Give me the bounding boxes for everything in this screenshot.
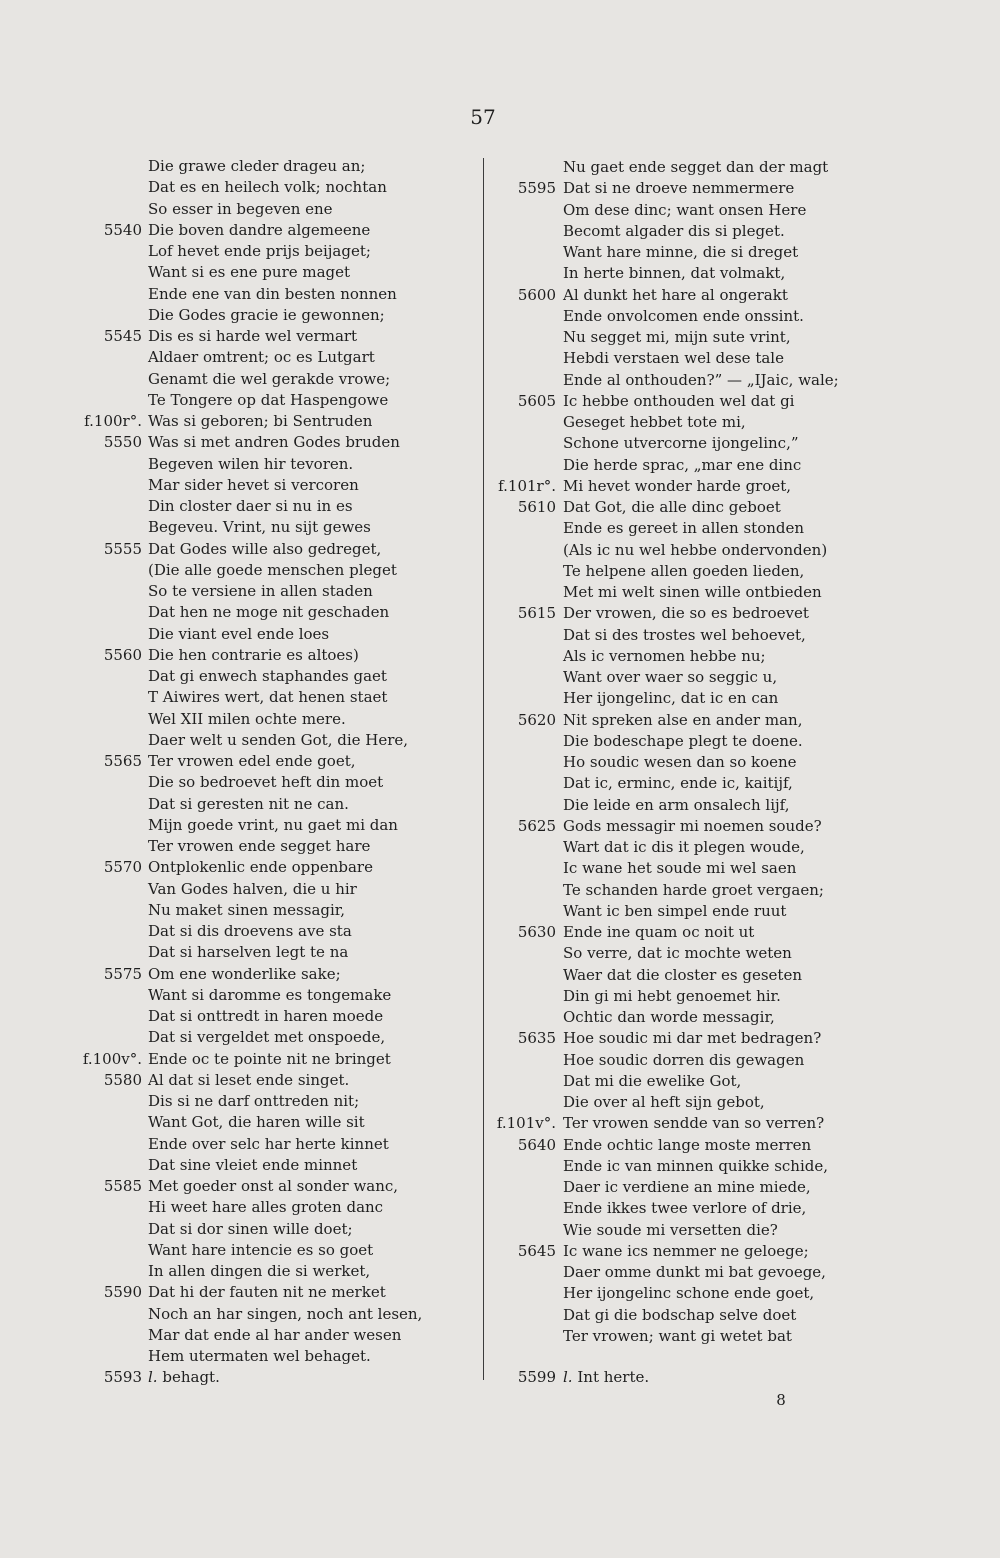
verse-line (470, 752, 839, 773)
verse-line (470, 1092, 839, 1113)
verse-text: Ende ic van minnen quikke schide, (563, 1156, 829, 1175)
verse-line (58, 475, 422, 496)
verse-line (470, 370, 839, 391)
verse-text: Dat Godes wille also gedreget, (148, 539, 382, 558)
verse-line (58, 1049, 422, 1070)
verse-line (58, 964, 422, 985)
verse-line (470, 263, 839, 284)
line-number: 5595 (517, 179, 556, 198)
verse-line (470, 1262, 839, 1283)
verse-line (58, 751, 422, 772)
verse-line (58, 666, 422, 687)
verse-line (58, 836, 422, 857)
verse-line (470, 178, 839, 199)
verse-text: In herte binnen, dat volmakt, (563, 264, 786, 283)
line-number: 5635 (517, 1029, 556, 1048)
verse-text: Dat si dis droevens ave sta (148, 922, 352, 940)
verse-text: Daer ic verdiene an mine miede, (563, 1178, 811, 1196)
verse-line (58, 624, 422, 645)
verse-text: Begeveu. Vrint, nu sijt gewes (148, 518, 371, 537)
verse-text: Met mi welt sinen wille ontbieden (563, 583, 822, 601)
verse-line (470, 667, 839, 688)
verse-text: Die bodeschape plegt te doene. (563, 731, 803, 750)
verse-line (470, 922, 839, 943)
verse-text: Ter vrowen; want gi wetet bat (563, 1326, 792, 1345)
verse-line (58, 1176, 422, 1197)
verse-line (470, 1198, 839, 1219)
verse-line (58, 539, 422, 560)
verse-line (58, 454, 422, 475)
verse-text: T Aiwires wert, dat henen staet (148, 688, 388, 707)
verse-text: Her ijongelinc schone ende goet, (563, 1284, 815, 1303)
verse-line (58, 1112, 422, 1133)
verse-text: Die herde sprac, „mar ene dinc (563, 455, 802, 474)
verse-line (470, 965, 839, 986)
verse-text: Want ic ben simpel ende ruut (563, 901, 787, 920)
folio-marker: f.100v°. (82, 1049, 142, 1068)
verse-line (58, 1282, 422, 1303)
footnote (58, 1367, 220, 1388)
verse-line (58, 602, 422, 623)
verse-line (58, 1006, 422, 1027)
verse-line (470, 773, 839, 794)
verse-text: Was si geboren; bi Sentruden (148, 412, 373, 430)
verse-line (470, 561, 839, 582)
verse-line (470, 200, 839, 221)
right-column (470, 157, 839, 1347)
verse-text: Dat si dor sinen wille doet; (148, 1219, 353, 1238)
verse-line (470, 391, 839, 412)
line-number: 5630 (517, 923, 556, 941)
verse-text: Al dunkt het hare al ongerakt (563, 285, 788, 304)
verse-text: Nu maket sinen messagir, (148, 900, 346, 919)
verse-text: Die over al heft sijn gebot, (563, 1093, 765, 1111)
verse-line (58, 1261, 422, 1282)
verse-line (470, 625, 839, 646)
folio-marker: f.101r°. (498, 476, 556, 495)
verse-line (470, 1028, 839, 1049)
verse-line (470, 1220, 839, 1241)
verse-text: Ter vrowen edel ende goet, (148, 752, 356, 770)
footnote-text: behagt. (162, 1368, 220, 1386)
verse-text: Mi hevet wonder harde groet, (563, 476, 792, 495)
line-number: 5565 (103, 752, 142, 770)
verse-line (470, 285, 839, 306)
verse-text: Lof hevet ende prijs beijaget; (148, 242, 371, 260)
verse-line (470, 412, 839, 433)
verse-line (58, 794, 422, 815)
verse-text: Die so bedroevet heft din moet (148, 773, 384, 792)
verse-text: Genamt die wel gerakde vrowe; (148, 369, 391, 388)
verse-text: Hi weet hare alles groten danc (148, 1198, 384, 1217)
verse-text: Ter vrowen ende segget hare (148, 837, 371, 855)
verse-text: So esser in begeven ene (148, 199, 333, 218)
verse-line (470, 1113, 839, 1134)
verse-line (470, 688, 839, 709)
verse-text: Aldaer omtrent; oc es Lutgart (148, 348, 375, 367)
verse-line (470, 901, 839, 922)
verse-text: Te schanden harde groet vergaen; (563, 880, 824, 899)
verse-text: Dat gi die bodschap selve doet (563, 1305, 797, 1324)
line-number: 5585 (103, 1177, 142, 1195)
footnote-abbreviation: l. (148, 1368, 158, 1386)
line-number: 5625 (517, 816, 556, 835)
verse-line (470, 1050, 839, 1071)
verse-text: Ontplokenlic ende oppenbare (148, 858, 373, 877)
verse-text: Dis es si harde wel vermart (148, 327, 358, 345)
verse-line (58, 645, 422, 666)
verse-text: (Die alle goede menschen pleget (148, 560, 397, 579)
verse-line (58, 241, 422, 262)
verse-line (470, 837, 839, 858)
verse-text: Hem utermaten wel behaget. (148, 1347, 371, 1365)
verse-text: Als ic vernomen hebbe nu; (563, 646, 766, 665)
verse-line (58, 581, 422, 602)
verse-line (58, 985, 422, 1006)
left-column (58, 156, 422, 1367)
verse-line (58, 1240, 422, 1261)
verse-text: Dat es en heilech volk; nochtan (148, 178, 387, 197)
verse-text: Om dese dinc; want onsen Here (563, 200, 807, 219)
verse-line (470, 1305, 839, 1326)
line-number: 5600 (517, 285, 556, 304)
verse-text: Dat hen ne moge nit geschaden (148, 603, 390, 622)
verse-text: Her ijongelinc, dat ic en can (563, 689, 779, 708)
verse-text: Dat hi der fauten nit ne merket (148, 1283, 386, 1302)
line-number: 5580 (103, 1070, 142, 1089)
verse-text: Ende oc te pointe nit ne bringet (148, 1049, 391, 1068)
verse-line (58, 921, 422, 942)
verse-line (58, 772, 422, 793)
verse-text: Din gi mi hebt genoemet hir. (563, 986, 781, 1005)
verse-line (58, 390, 422, 411)
verse-text: So te versiene in allen staden (148, 582, 373, 600)
verse-text: Te Tongere op dat Haspengowe (148, 390, 389, 409)
folio-marker: f.101v°. (496, 1114, 556, 1133)
verse-text: Geseget hebbet tote mi, (563, 413, 746, 431)
line-number: 5620 (517, 710, 556, 729)
line-number: 5550 (103, 433, 142, 452)
verse-line (58, 687, 422, 708)
verse-line (58, 560, 422, 581)
line-number: 5570 (103, 858, 142, 877)
verse-line (58, 199, 422, 220)
line-number: 5605 (517, 391, 556, 410)
verse-text: Dat si harselven legt te na (148, 943, 349, 962)
verse-text: Dat gi enwech staphandes gaet (148, 667, 387, 685)
verse-line (470, 221, 839, 242)
verse-text: Die Godes gracie ie gewonnen; (148, 305, 385, 324)
verse-text: Ter vrowen sendde van so verren? (563, 1114, 825, 1133)
verse-text: Din closter daer si nu in es (148, 497, 353, 515)
line-number: 5575 (103, 964, 142, 983)
signature-mark: 8 (776, 1391, 786, 1409)
verse-text: Dat si des trostes wel behoevet, (563, 625, 806, 644)
verse-text: Om ene wonderlike sake; (148, 964, 341, 983)
verse-text: Met goeder onst al sonder wanc, (148, 1177, 399, 1195)
footnote-number: 5599 (517, 1368, 556, 1386)
verse-line (470, 710, 839, 731)
verse-line (470, 646, 839, 667)
verse-text: Ic wane ics nemmer ne geloege; (563, 1241, 809, 1260)
verse-text: Ende over selc har herte kinnet (148, 1134, 389, 1153)
verse-text: Waer dat die closter es geseten (563, 965, 802, 984)
verse-text: Want si daromme es tongemake (148, 985, 392, 1004)
page-number: 57 (470, 105, 496, 129)
verse-text: Dat si geresten nit ne can. (148, 794, 349, 813)
verse-line (470, 476, 839, 497)
verse-line (58, 432, 422, 453)
verse-text: Ic wane het soude mi wel saen (563, 859, 797, 878)
verse-line (470, 1135, 839, 1156)
folio-marker: f.100r°. (84, 412, 142, 430)
verse-text: Hebdi verstaen wel dese tale (563, 349, 784, 368)
verse-text: Ende ochtic lange moste merren (563, 1135, 812, 1154)
verse-line (58, 1325, 422, 1346)
verse-text: Wie soude mi versetten die? (563, 1220, 778, 1239)
verse-text: Wart dat ic dis it plegen woude, (563, 838, 805, 856)
verse-line (470, 518, 839, 539)
verse-text: Dat si ne droeve nemmermere (563, 179, 795, 198)
verse-line (470, 497, 839, 518)
verse-line (470, 540, 839, 561)
verse-line (470, 1241, 839, 1262)
verse-text: Mar sider hevet si vercoren (148, 475, 359, 494)
verse-text: Die boven dandre algemeene (148, 220, 371, 239)
line-number: 5590 (103, 1283, 142, 1302)
verse-text: Begeven wilen hir tevoren. (148, 454, 354, 473)
verse-line (58, 262, 422, 283)
line-number: 5555 (103, 539, 142, 558)
line-number: 5640 (517, 1135, 556, 1154)
verse-text: In allen dingen die si werket, (148, 1262, 371, 1280)
verse-line (58, 369, 422, 390)
verse-line (58, 326, 422, 347)
verse-line (58, 517, 422, 538)
verse-text: Want hare minne, die si dreget (563, 243, 799, 261)
verse-line (470, 1007, 839, 1028)
verse-line (470, 348, 839, 369)
verse-line (58, 411, 422, 432)
verse-line (58, 709, 422, 730)
verse-line (58, 879, 422, 900)
verse-text: Dat si vergeldet met onspoede, (148, 1028, 386, 1047)
verse-line (58, 942, 422, 963)
verse-line (470, 306, 839, 327)
verse-line (470, 986, 839, 1007)
verse-text: Wel XII milen ochte mere. (148, 709, 346, 728)
line-number: 5545 (103, 327, 142, 345)
verse-line (58, 156, 422, 177)
verse-text: Dat Got, die alle dinc geboet (563, 498, 781, 516)
verse-text: Ic hebbe onthouden wel dat gi (563, 391, 795, 410)
verse-text: Schone utvercorne ijongelinc,” (563, 434, 799, 453)
verse-line (470, 603, 839, 624)
verse-text: (Als ic nu wel hebbe ondervonden) (563, 540, 828, 559)
verse-line (470, 816, 839, 837)
verse-line (58, 305, 422, 326)
verse-line (58, 730, 422, 751)
verse-line (58, 1304, 422, 1325)
verse-text: Ende ene van din besten nonnen (148, 284, 397, 303)
verse-text: Die viant evel ende loes (148, 624, 330, 643)
footnote (470, 1367, 649, 1388)
verse-text: Want hare intencie es so goet (148, 1240, 374, 1259)
verse-text: Hoe soudic mi dar met bedragen? (563, 1029, 822, 1048)
verse-line (470, 880, 839, 901)
line-number: 5560 (103, 645, 142, 664)
verse-text: So verre, dat ic mochte weten (563, 944, 792, 963)
verse-text: Nu gaet ende segget dan der magt (563, 158, 829, 176)
verse-text: Daer omme dunkt mi bat gevoege, (563, 1263, 826, 1281)
verse-line (470, 433, 839, 454)
verse-line (470, 242, 839, 263)
verse-line (470, 1177, 839, 1198)
verse-text: Ochtic dan worde messagir, (563, 1008, 775, 1026)
verse-line (58, 1027, 422, 1048)
verse-line (58, 1219, 422, 1240)
verse-text: Der vrowen, die so es bedroevet (563, 604, 809, 623)
footnote-text: Int herte. (577, 1368, 650, 1386)
verse-line (58, 177, 422, 198)
verse-line (470, 943, 839, 964)
verse-line (58, 1155, 422, 1176)
verse-text: Daer welt u senden Got, die Here, (148, 730, 409, 749)
verse-line (58, 220, 422, 241)
verse-line (470, 327, 839, 348)
verse-text: Ende onvolcomen ende onssint. (563, 306, 804, 325)
verse-text: Die leide en arm onsalech lijf, (563, 795, 790, 814)
verse-line (470, 858, 839, 879)
verse-line (58, 857, 422, 878)
verse-line (58, 1346, 422, 1367)
verse-text: Want Got, die haren wille sit (148, 1113, 365, 1132)
verse-text: Die grawe cleder drageu an; (148, 157, 366, 175)
verse-text: Ende ikkes twee verlore of drie, (563, 1199, 807, 1218)
verse-line (470, 795, 839, 816)
verse-line (58, 284, 422, 305)
line-number: 5615 (517, 604, 556, 623)
verse-line (470, 582, 839, 603)
verse-text: Die hen contrarie es altoes) (148, 645, 359, 664)
footnote-number: 5593 (103, 1368, 142, 1386)
verse-text: Van Godes halven, die u hir (148, 879, 357, 898)
verse-line (58, 1134, 422, 1155)
verse-line (470, 455, 839, 476)
verse-line (58, 1091, 422, 1112)
verse-line (470, 1156, 839, 1177)
verse-text: Dat sine vleiet ende minnet (148, 1155, 358, 1174)
line-number: 5540 (103, 220, 142, 239)
verse-text: Dat ic, erminc, ende ic, kaitijf, (563, 774, 793, 793)
verse-line (470, 1071, 839, 1092)
verse-text: Nit spreken alse en ander man, (563, 710, 803, 729)
verse-text: Dat mi die ewelike Got, (563, 1071, 742, 1090)
verse-line (470, 157, 839, 178)
verse-text: Noch an har singen, noch ant lesen, (148, 1304, 423, 1323)
footnote-abbreviation: l. (563, 1368, 573, 1386)
verse-text: Al dat si leset ende singet. (148, 1070, 350, 1089)
verse-text: Mijn goede vrint, nu gaet mi dan (148, 815, 398, 834)
verse-line (470, 1326, 839, 1347)
verse-text: Nu segget mi, mijn sute vrint, (563, 328, 791, 346)
verse-line (470, 1283, 839, 1304)
verse-text: Dis si ne darf onttreden nit; (148, 1092, 360, 1110)
line-number: 5645 (517, 1241, 556, 1260)
verse-line (58, 1070, 422, 1091)
verse-text: Dat si onttredt in haren moede (148, 1007, 384, 1025)
verse-text: Want si es ene pure maget (148, 263, 351, 282)
verse-line (58, 347, 422, 368)
verse-line (58, 815, 422, 836)
verse-text: Want over waer so seggic u, (563, 668, 778, 686)
verse-text: Ende ine quam oc noit ut (563, 923, 755, 941)
verse-text: Ho soudic wesen dan so koene (563, 753, 797, 771)
verse-text: Hoe soudic dorren dis gewagen (563, 1050, 805, 1069)
verse-text: Was si met andren Godes bruden (148, 433, 400, 452)
verse-text: Becomt algader dis si pleget. (563, 221, 785, 240)
verse-line (58, 1197, 422, 1218)
verse-line (58, 496, 422, 517)
verse-text: Gods messagir mi noemen soude? (563, 816, 822, 835)
verse-line (470, 731, 839, 752)
verse-text: Mar dat ende al har ander wesen (148, 1325, 402, 1344)
line-number: 5610 (517, 498, 556, 516)
verse-text: Ende es gereet in allen stonden (563, 519, 805, 538)
verse-text: Te helpene allen goeden lieden, (563, 561, 805, 580)
verse-text: Ende al onthouden?” — „IJaic, wale; (563, 370, 839, 389)
verse-line (58, 900, 422, 921)
